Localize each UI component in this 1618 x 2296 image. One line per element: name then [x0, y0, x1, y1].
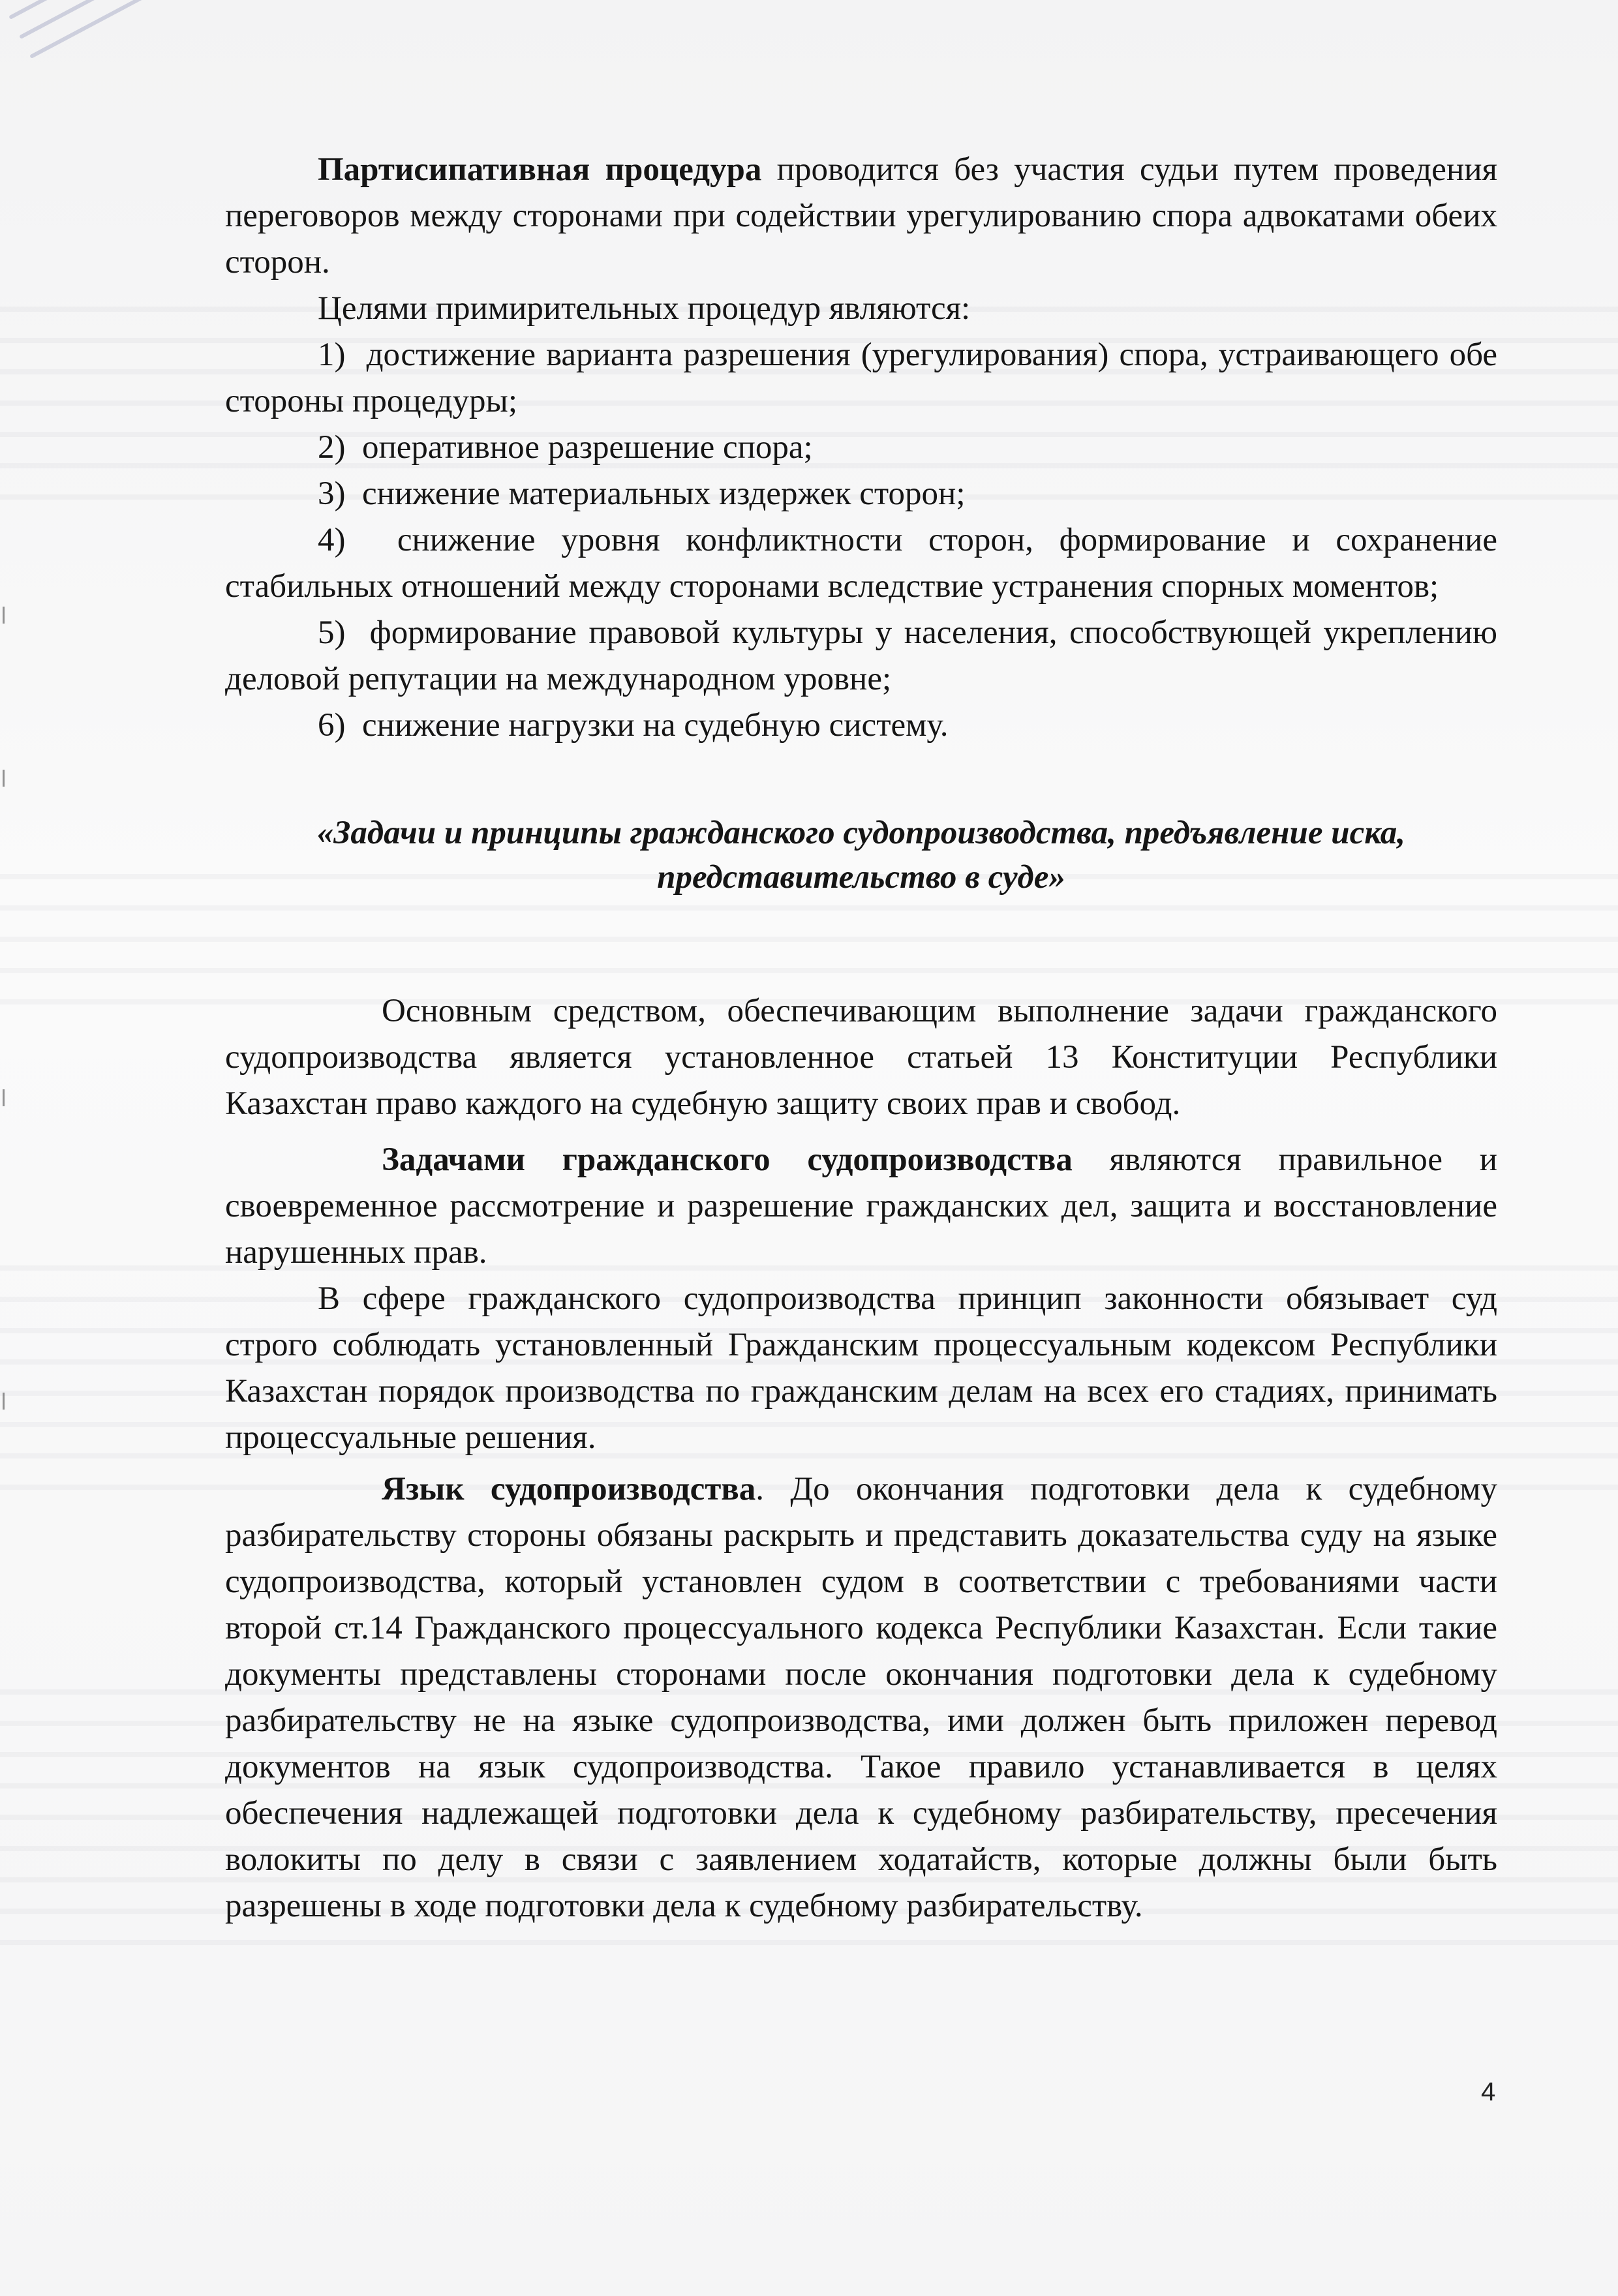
paragraph-main-means: Основным средством, обеспечивающим выполнение задачи гражданского судопроизводства является установленное статьей 13 Конституции Республики Казахстан право каждого на судебную защиту своих прав и свобод. [225, 993, 1497, 1122]
bold-term: Задачами гражданского судопроизводства [382, 1141, 1073, 1178]
goal-item-3: 3) снижение материальных издержек сторон; [318, 476, 966, 512]
binding-mark [3, 607, 14, 624]
paragraph-text: . До окончания подготовки дела к судебному разбирательству стороны обязаны раскрыть и представить доказательства суду на языке судопроизводства, который установлен судом в соответствии с требованиями части второй ст.14 Гражданского процессуального кодекса Республики Казахстан. Если такие документы представлены сторонами после окончания подготовки дела к судебному разбирательству не на языке судопроизводства, ими должен быть приложен перевод документов на язык судопроизводства. Такое правило устанавливается в целях обеспечения надлежащей подготовки дела к судебному разбирательству, пресечения волокиты по делу в связи с заявлением ходатайств, которые должны были быть разрешены в ходе подготовки дела к судебному разбирательству. [225, 1471, 1497, 1924]
paragraph-text: проводится без участия судьи путем проведения переговоров между сторонами при содействии урегулированию спора адвокатами обеих сторон. [225, 151, 1497, 280]
corner-stamp-mark [0, 0, 294, 86]
bold-term: Партисипативная процедура [318, 151, 762, 188]
goal-item-1: 1) достижение варианта разрешения (урегулирования) спора, устраивающего обе стороны процедуры; [225, 337, 1497, 419]
paragraph-text: являются правильное и своевременное рассмотрение и разрешение гражданских дел, защита и восстановление нарушенных прав. [225, 1141, 1497, 1271]
paragraph-language [225, 1466, 1497, 1929]
binding-mark [3, 770, 14, 787]
goals-intro: Целями примирительных процедур являются: [318, 290, 971, 327]
binding-mark [3, 1393, 14, 1410]
paragraph-tasks [225, 1137, 1497, 1276]
section-heading: «Задачи и принципы гражданского судопроизводства, предъявление иска, представительство в суде» [316, 815, 1406, 896]
goal-item-2: 2) оперативное разрешение спора; [318, 429, 813, 466]
goal-item-6: 6) снижение нагрузки на судебную систему. [318, 707, 949, 744]
goal-item-4: 4) снижение уровня конфликтности сторон, формирование и сохранение стабильных отношений между сторонами вследствие устранения спорных моментов; [225, 522, 1497, 605]
binding-mark [3, 1089, 14, 1106]
paragraph-legality: В сфере гражданского судопроизводства принцип законности обязывает суд строго соблюдать установленный Гражданским процессуальным кодексом Республики Казахстан порядок производства по гражданским делам на всех его стадиях, принимать процессуальные решения. [225, 1280, 1497, 1456]
goal-item-5: 5) формирование правовой культуры у населения, способствующей укреплению деловой репутации на международном уровне; [225, 614, 1497, 697]
page-number: 4 [1481, 2077, 1496, 2106]
paragraph-participatory-procedure [225, 147, 1497, 286]
bold-term: Язык судопроизводства [382, 1471, 756, 1507]
document-body [225, 147, 1497, 1929]
